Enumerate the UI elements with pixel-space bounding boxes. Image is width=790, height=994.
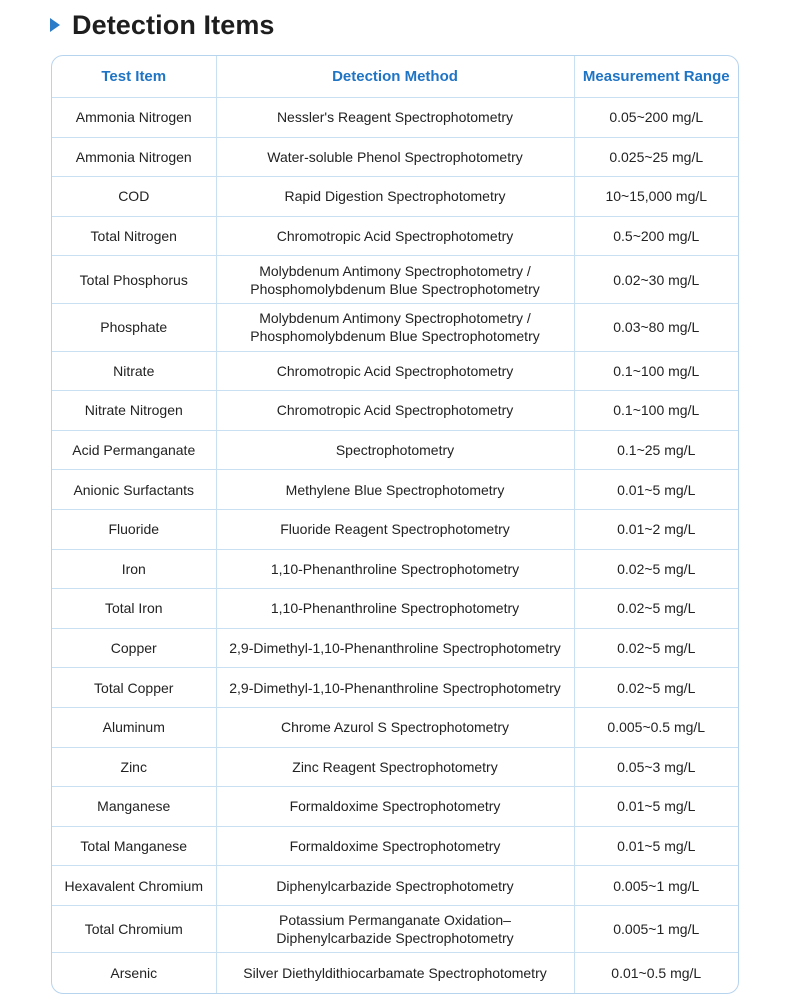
cell-test-item: COD [52, 177, 216, 217]
cell-test-item: Copper [52, 628, 216, 668]
page-title: Detection Items [72, 9, 275, 40]
cell-measurement-range: 0.01~5 mg/L [574, 826, 738, 866]
table-row [52, 787, 738, 827]
cell-detection-method [216, 303, 574, 351]
cell-detection-method [216, 866, 574, 906]
method-line: Methylene Blue Spectrophotometry [285, 481, 505, 498]
method-line: Chromotropic Acid Spectrophotometry [276, 228, 514, 245]
cell-test-item: Fluoride [52, 509, 216, 549]
cell-detection-method [216, 470, 574, 510]
cell-measurement-range: 0.1~25 mg/L [574, 430, 738, 470]
cell-detection-method [216, 707, 574, 747]
cell-detection-method [216, 747, 574, 787]
cell-test-item: Nitrate Nitrogen [52, 391, 216, 431]
table-row [52, 905, 738, 953]
table-row [52, 256, 738, 304]
cell-test-item: Hexavalent Chromium [52, 866, 216, 906]
cell-measurement-range: 10~15,000 mg/L [574, 177, 738, 217]
cell-measurement-range: 0.05~3 mg/L [574, 747, 738, 787]
cell-measurement-range: 0.02~5 mg/L [574, 589, 738, 629]
cell-test-item: Arsenic [52, 953, 216, 993]
cell-test-item: Total Phosphorus [52, 256, 216, 304]
header-detection-method: Detection Method [216, 56, 574, 98]
table-row [52, 628, 738, 668]
cell-measurement-range: 0.03~80 mg/L [574, 303, 738, 351]
cell-measurement-range: 0.02~5 mg/L [574, 549, 738, 589]
cell-measurement-range: 0.005~1 mg/L [574, 866, 738, 906]
method-line: Molybdenum Antimony Spectrophotometry / [259, 262, 531, 279]
detection-items-table [51, 55, 739, 994]
table-row [52, 351, 738, 391]
method-line: Rapid Digestion Spectrophotometry [284, 188, 506, 205]
table-row [52, 866, 738, 906]
method-line: Molybdenum Antimony Spectrophotometry / [259, 310, 531, 327]
method-line: 1,10-Phenanthroline Spectrophotometry [270, 600, 520, 617]
section-heading [50, 6, 275, 44]
cell-detection-method [216, 256, 574, 304]
method-line: Water-soluble Phenol Spectrophotometry [267, 148, 523, 165]
cell-measurement-range: 0.01~0.5 mg/L [611, 965, 702, 982]
cell-measurement-range: 0.1~100 mg/L [574, 351, 738, 391]
table-row [52, 707, 738, 747]
cell-detection-method [216, 509, 574, 549]
cell-measurement-range: 0.1~100 mg/L [574, 391, 738, 431]
cell-test-item: Ammonia Nitrogen [52, 98, 216, 138]
cell-test-item: Nitrate [52, 351, 216, 391]
cell-detection-method [216, 430, 574, 470]
table-row [52, 470, 738, 510]
table-row [52, 953, 738, 993]
method-line: Phosphomolybdenum Blue Spectrophotometry [250, 280, 540, 297]
table-body [52, 98, 738, 993]
table-row [52, 177, 738, 217]
cell-test-item: Zinc [52, 747, 216, 787]
cell-detection-method [216, 589, 574, 629]
cell-test-item: Total Chromium [52, 905, 216, 953]
table-row [52, 216, 738, 256]
triangle-arrow-icon [50, 18, 60, 32]
cell-test-item: Manganese [52, 787, 216, 827]
cell-detection-method [216, 905, 574, 953]
method-line: Chromotropic Acid Spectrophotometry [276, 402, 514, 419]
cell-detection-method [216, 391, 574, 431]
cell-detection-method [216, 953, 574, 993]
cell-measurement-range: 0.05~200 mg/L [574, 98, 738, 138]
method-line: Chromotropic Acid Spectrophotometry [276, 362, 514, 379]
table-row [52, 826, 738, 866]
table-row [52, 430, 738, 470]
method-line: Phosphomolybdenum Blue Spectrophotometry [250, 328, 540, 345]
cell-test-item: Iron [52, 549, 216, 589]
table-row [52, 509, 738, 549]
cell-measurement-range: 0.005~1 mg/L [574, 905, 738, 953]
method-line: Fluoride Reagent Spectrophotometry [280, 521, 510, 538]
cell-detection-method [216, 137, 574, 177]
cell-measurement-range: 0.01~2 mg/L [574, 509, 738, 549]
table-row [52, 589, 738, 629]
cell-measurement-range: 0.02~5 mg/L [574, 668, 738, 708]
method-line: Chrome Azurol S Spectrophotometry [281, 719, 509, 736]
method-line: Diphenylcarbazide Spectrophotometry [276, 877, 514, 894]
cell-detection-method [216, 628, 574, 668]
method-line: 2,9-Dimethyl-1,10-Phenanthroline Spectrophotometry [229, 640, 561, 657]
cell-detection-method [216, 668, 574, 708]
cell-test-item: Total Manganese [52, 826, 216, 866]
cell-test-item: Anionic Surfactants [52, 470, 216, 510]
method-line: Zinc Reagent Spectrophotometry [292, 758, 498, 775]
table-row [52, 549, 738, 589]
cell-detection-method [216, 787, 574, 827]
cell-measurement-range: 0.025~25 mg/L [574, 137, 738, 177]
cell-test-item: Acid Permanganate [52, 430, 216, 470]
header-measurement-range: Measurement Range [574, 56, 738, 98]
cell-detection-method [216, 216, 574, 256]
table-row [52, 98, 738, 138]
table-header-row [52, 56, 738, 98]
method-line: Diphenylcarbazide Spectrophotometry [276, 930, 514, 947]
table-row [52, 668, 738, 708]
table-row [52, 137, 738, 177]
cell-measurement-range: 0.02~5 mg/L [574, 628, 738, 668]
table-row [52, 747, 738, 787]
method-line: Spectrophotometry [335, 442, 455, 459]
cell-test-item: Total Copper [52, 668, 216, 708]
cell-detection-method [216, 98, 574, 138]
method-line: Formaldoxime Spectrophotometry [289, 837, 501, 854]
cell-detection-method [216, 549, 574, 589]
cell-test-item: Phosphate [52, 303, 216, 351]
cell-test-item: Total Iron [52, 589, 216, 629]
cell-measurement-range: 0.01~5 mg/L [574, 787, 738, 827]
method-line: Formaldoxime Spectrophotometry [289, 798, 501, 815]
cell-measurement-range: 0.01~5 mg/L [574, 470, 738, 510]
table-row [52, 391, 738, 431]
table-row [52, 303, 738, 351]
cell-detection-method [216, 177, 574, 217]
method-line: 2,9-Dimethyl-1,10-Phenanthroline Spectrophotometry [229, 679, 561, 696]
method-line: Silver Diethyldithiocarbamate Spectrophotometry [243, 965, 547, 982]
cell-measurement-range: 0.5~200 mg/L [574, 216, 738, 256]
cell-detection-method [216, 826, 574, 866]
method-line: Nessler's Reagent Spectrophotometry [276, 109, 514, 126]
cell-detection-method [216, 351, 574, 391]
cell-test-item: Aluminum [52, 707, 216, 747]
method-line: Potassium Permanganate Oxidation– [279, 912, 511, 929]
cell-measurement-range: 0.02~30 mg/L [574, 256, 738, 304]
cell-test-item: Ammonia Nitrogen [52, 137, 216, 177]
cell-measurement-range: 0.005~0.5 mg/L [574, 707, 738, 747]
cell-test-item: Total Nitrogen [52, 216, 216, 256]
method-line: 1,10-Phenanthroline Spectrophotometry [270, 560, 520, 577]
header-test-item: Test Item [52, 56, 216, 98]
